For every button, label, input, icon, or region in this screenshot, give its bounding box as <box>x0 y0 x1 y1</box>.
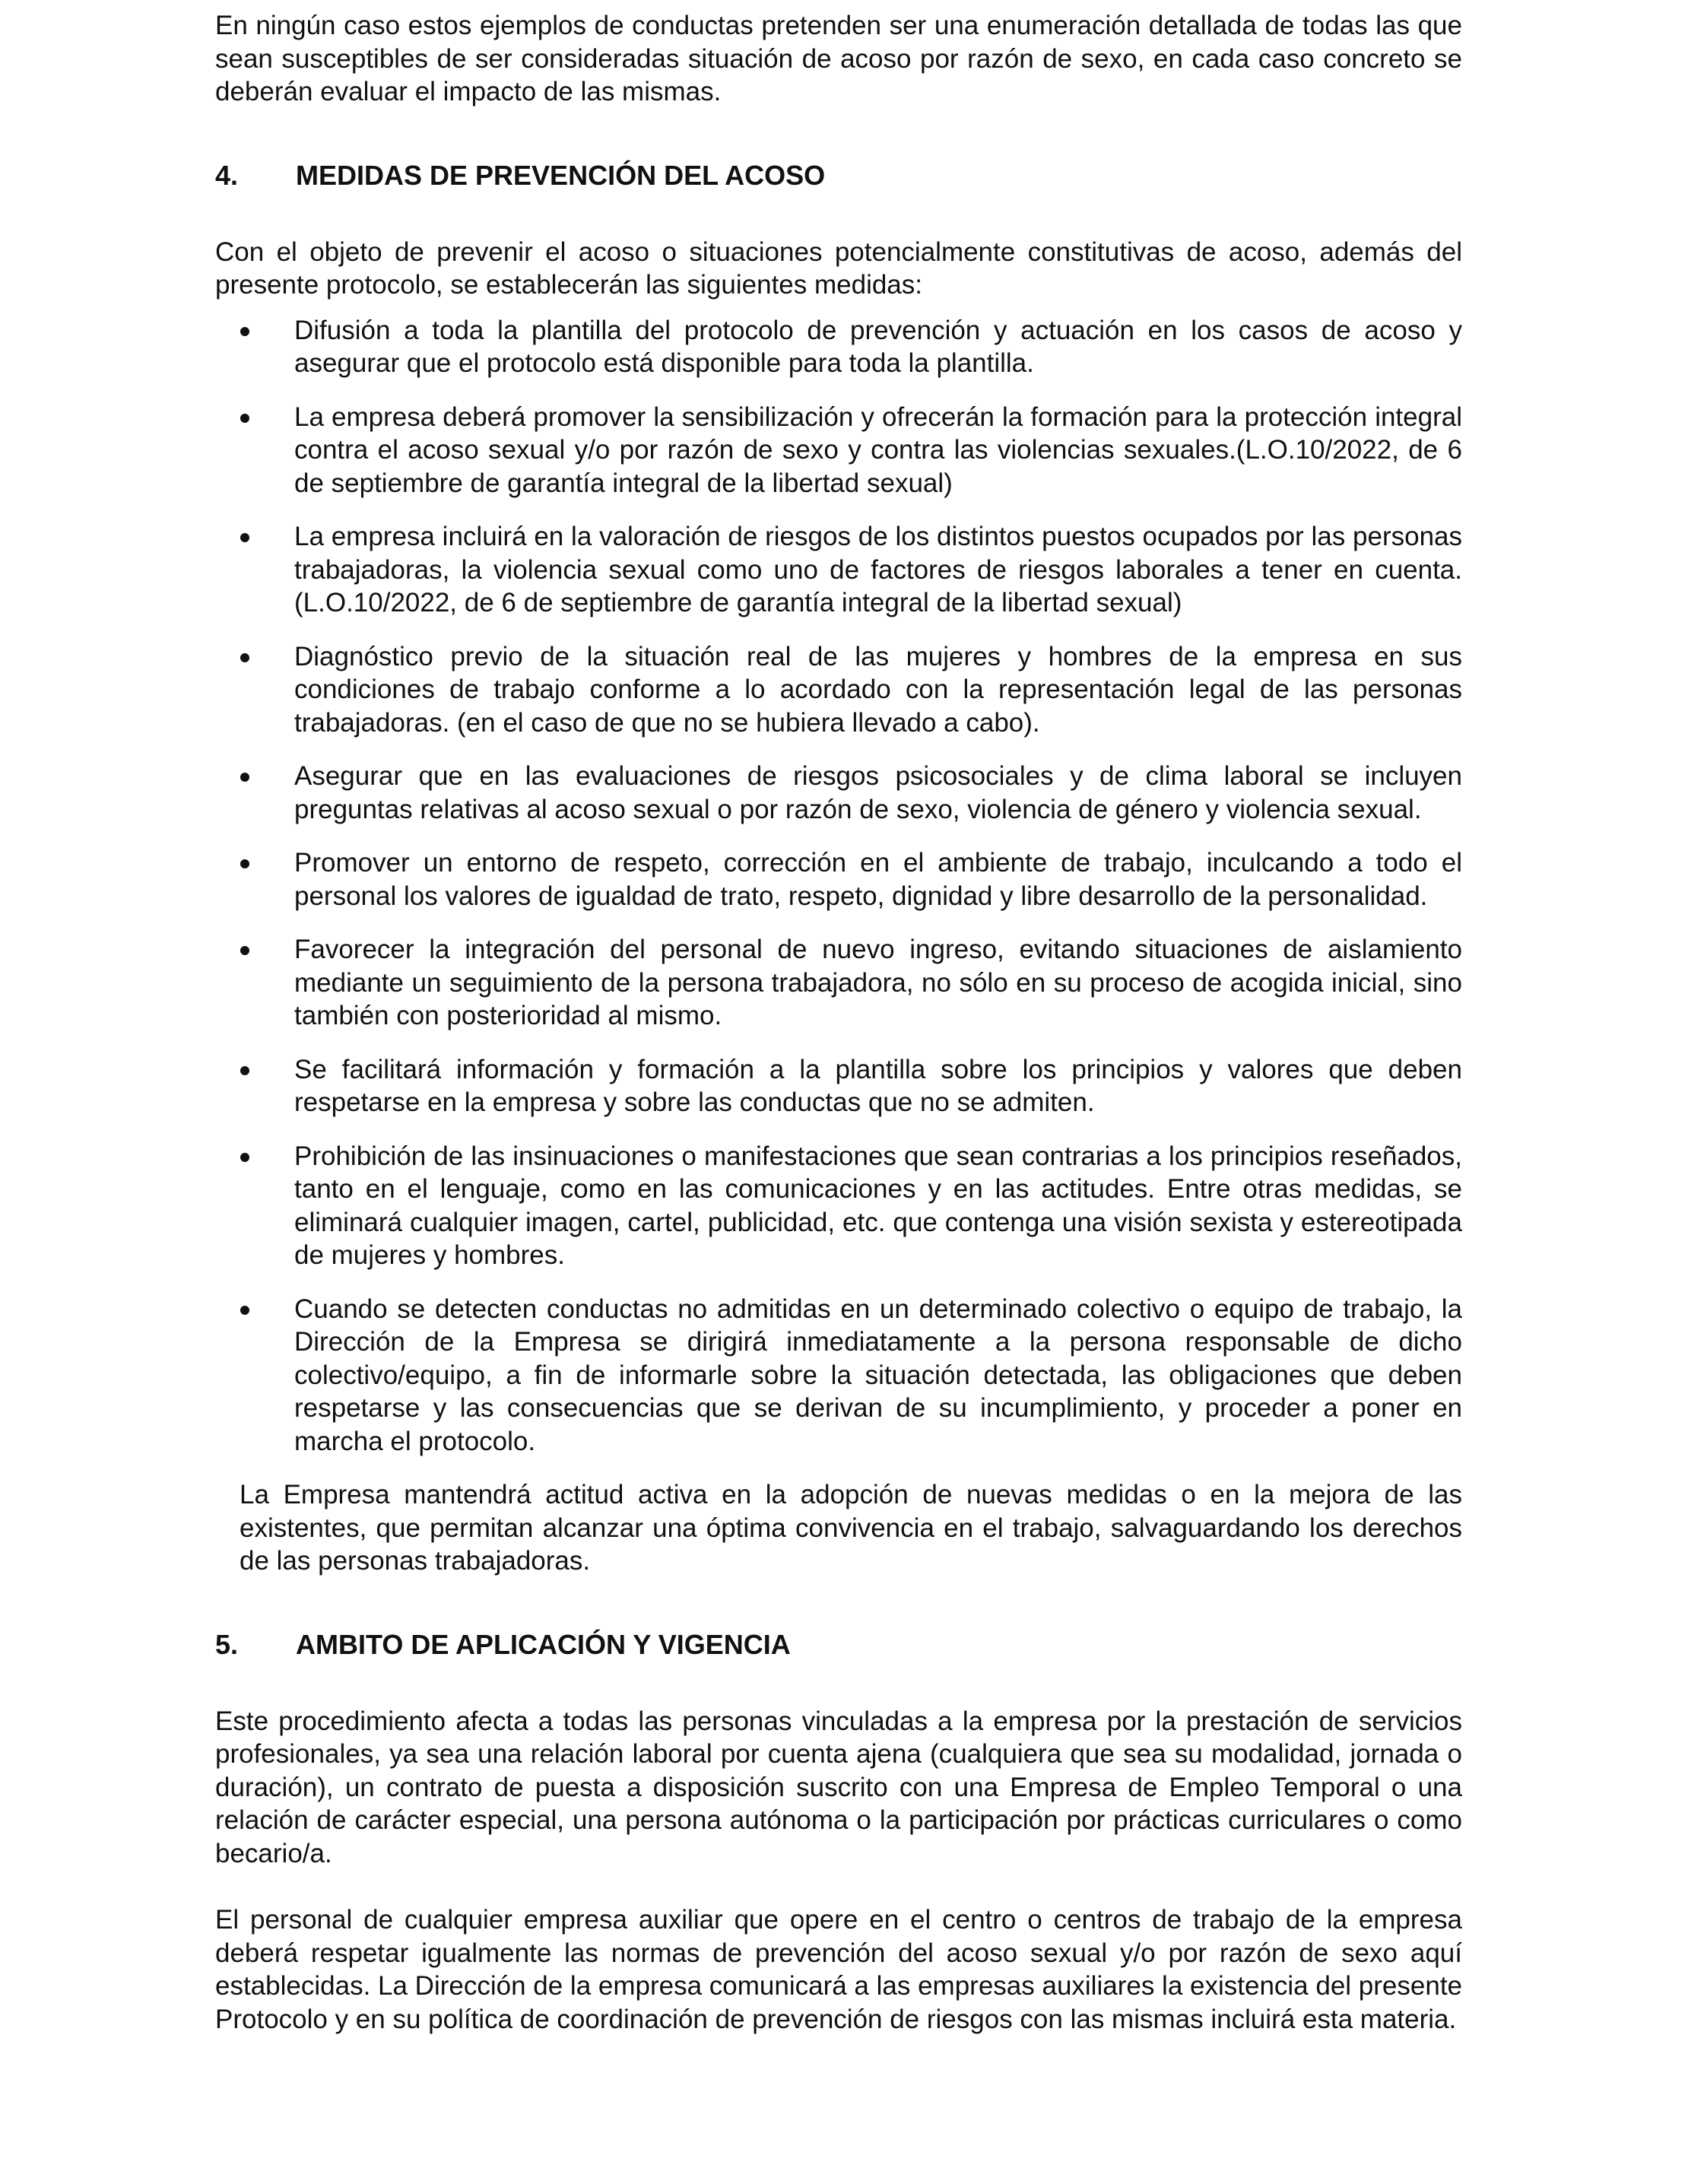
list-item: Favorecer la integración del personal de nuevo ingreso, evitando situaciones de aislamiento mediante un seguimiento de la persona trabajadora, no sólo en su proceso de acogida inicial, sino también con posterioridad al mismo. <box>215 933 1462 1033</box>
list-item: Cuando se detecten conductas no admitidas en un determinado colectivo o equipo de trabajo, la Dirección de la Empresa se dirigirá inmediatamente a la persona responsable de dicho colectivo/equipo, a fin de informarle sobre la situación detectada, las obligaciones que deben respetarse y las consecuencias que se derivan de su incumplimiento, y proceder a poner en marcha el protocolo. <box>215 1293 1462 1459</box>
section-4-number: 4. <box>215 159 239 191</box>
section-4-title: MEDIDAS DE PREVENCIÓN DEL ACOSO <box>296 159 826 191</box>
list-item: Prohibición de las insinuaciones o manifestaciones que sean contrarias a los principios reseñados, tanto en el lenguaje, como en las comunicaciones y en las actitudes. Entre otras medidas, se eliminará cualquier imagen, cartel, publicidad, etc. que contenga una visión sexista y estereotipada de mujeres y hombres. <box>215 1140 1462 1272</box>
section-5-paragraph-1: Este procedimiento afecta a todas las personas vinculadas a la empresa por la prestación de servicios profesionales, ya sea una relación laboral por cuenta ajena (cualquiera que sea su modalidad, jornada o duración), un contrato de puesta a disposición suscrito con una Empresa de Empleo Temporal o una relación de carácter especial, una persona autónoma o la participación por prácticas curriculares o como becario/a. <box>215 1706 1462 1868</box>
list-item: Difusión a toda la plantilla del protocolo de prevención y actuación en los casos de acoso y asegurar que el protocolo está disponible para toda la plantilla. <box>215 314 1462 380</box>
section-5-heading <box>215 1628 1462 1662</box>
section-4-lead: Con el objeto de prevenir el acoso o situaciones potencialmente constitutivas de acoso, además del presente protocolo, se establecerán las siguientes medidas: <box>215 236 1462 300</box>
intro-paragraph: En ningún caso estos ejemplos de conductas pretenden ser una enumeración detallada de todas las que sean susceptibles de ser consideradas situación de acoso por razón de sexo, en cada caso concreto se deberán evaluar el impacto de las mismas. <box>215 11 1462 106</box>
list-item: Promover un entorno de respeto, corrección en el ambiente de trabajo, inculcando a todo el personal los valores de igualdad de trato, respeto, dignidad y libre desarrollo de la personalidad. <box>215 846 1462 913</box>
prevention-measures-list <box>215 314 1462 1459</box>
document-page <box>215 9 1462 2036</box>
section-5-paragraph-2: El personal de cualquier empresa auxiliar que opere en el centro o centros de trabajo de la empresa deberá respetar igualmente las normas de prevención del acoso sexual y/o por razón de sexo aquí establecidas. La Dirección de la empresa comunicará a las empresas auxiliares la existencia del presente Protocolo y en su política de coordinación de prevención de riesgos con las mismas incluirá esta materia. <box>215 1905 1463 2034</box>
section-4-heading <box>215 159 1462 192</box>
list-item: Diagnóstico previo de la situación real de las mujeres y hombres de la empresa en sus condiciones de trabajo conforme a lo acordado con la representación legal de las personas trabajadoras. (en el caso de que no se hubiera llevado a cabo). <box>215 640 1462 740</box>
section-5-title: AMBITO DE APLICACIÓN Y VIGENCIA <box>296 1628 791 1660</box>
list-item: Se facilitará información y formación a la plantilla sobre los principios y valores que deben respetarse en la empresa y sobre las conductas que no se admiten. <box>215 1053 1462 1119</box>
section-5-number: 5. <box>215 1628 239 1660</box>
list-item: Asegurar que en las evaluaciones de riesgos psicosociales y de clima laboral se incluyen preguntas relativas al acoso sexual o por razón de sexo, violencia de género y violencia sexual. <box>215 760 1462 826</box>
list-item: La empresa deberá promover la sensibilización y ofrecerán la formación para la protección integral contra el acoso sexual y/o por razón de sexo y contra las violencias sexuales.(L.O.10/2022, de 6 de septiembre de garantía integral de la libertad sexual) <box>215 401 1462 500</box>
section-4-closing: La Empresa mantendrá actitud activa en la adopción de nuevas medidas o en la mejora de las existentes, que permitan alcanzar una óptima convivencia en el trabajo, salvaguardando los derechos de las personas trabajadoras. <box>240 1480 1462 1576</box>
list-item: La empresa incluirá en la valoración de riesgos de los distintos puestos ocupados por las personas trabajadoras, la violencia sexual como uno de factores de riesgos laborales a tener en cuenta. (L.O.10/2022, de 6 de septiembre de garantía integral de la libertad sexual) <box>215 520 1462 620</box>
